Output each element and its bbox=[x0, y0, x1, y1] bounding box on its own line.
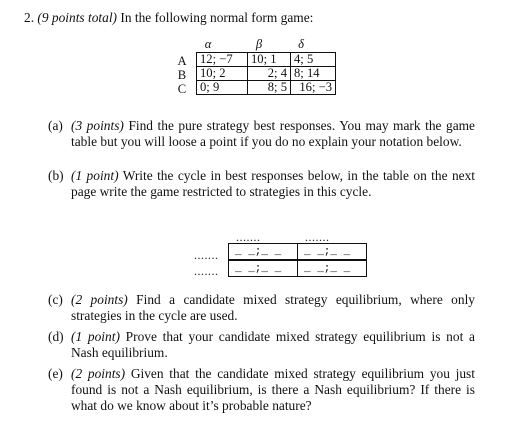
payoff-cell: 12; −7 bbox=[197, 53, 248, 67]
payoff-cell: 2; 4 bbox=[248, 67, 291, 81]
part-label: (a) bbox=[48, 118, 63, 133]
row-label-a: A bbox=[177, 54, 187, 68]
question-intro: In the following normal form game: bbox=[120, 10, 314, 25]
blank-cell-text: _ _;_ _ bbox=[304, 246, 351, 258]
col-label-delta: δ bbox=[298, 37, 304, 51]
row-label-c: C bbox=[177, 82, 187, 96]
part-body bbox=[71, 118, 475, 150]
payoff-row bbox=[197, 81, 336, 95]
part-body bbox=[71, 168, 475, 200]
part-e bbox=[48, 366, 478, 416]
part-text: Write the cycle in best responses below, in the table on the next page write the game restricted to strategies in this cycle. bbox=[71, 168, 475, 199]
part-label: (e) bbox=[48, 366, 63, 381]
part-points: (2 points) bbox=[71, 366, 126, 381]
payoff-cell: 10; 2 bbox=[197, 67, 248, 81]
part-label: (b) bbox=[48, 168, 64, 183]
payoff-row bbox=[197, 67, 336, 81]
part-text: Find a candidate mixed strategy equilibrium, where only strategies in the cycle are used. bbox=[71, 292, 475, 323]
col-blank-1: ....... bbox=[236, 230, 261, 244]
payoff-cell: 10; 1 bbox=[248, 53, 291, 67]
payoff-cell: 8; 14 bbox=[291, 67, 336, 81]
payoff-cell: 16; −3 bbox=[291, 81, 336, 95]
payoff-cell: 0; 9 bbox=[197, 81, 248, 95]
game-matrix bbox=[176, 36, 356, 106]
part-points: (2 points) bbox=[71, 292, 128, 307]
part-points: (3 points) bbox=[71, 118, 124, 133]
part-body bbox=[71, 366, 475, 414]
question-points: (9 points total) bbox=[37, 10, 118, 25]
part-points: (1 point) bbox=[71, 168, 119, 183]
part-text: Given that the candidate mixed strategy equilibrium you just found is not a Nash equilibrium, is there a Nash equilibrium? If there is what do we know about it’s probable nature? bbox=[71, 366, 475, 413]
col-label-beta: β bbox=[255, 37, 263, 51]
part-c bbox=[48, 292, 478, 326]
blank-cell-text: _ _;_ _ bbox=[235, 263, 282, 275]
col-label-alpha: α bbox=[204, 37, 212, 51]
row-blank-1: ....... bbox=[194, 248, 219, 262]
col-blank-2: ....... bbox=[305, 230, 330, 244]
part-d bbox=[48, 329, 478, 363]
part-a bbox=[48, 118, 478, 166]
row-label-b: B bbox=[177, 68, 187, 82]
part-body bbox=[71, 329, 475, 361]
payoff-cell: 8; 5 bbox=[248, 81, 291, 95]
part-text: Prove that your candidate mixed strategy equilibrium is not a Nash equilibrium. bbox=[71, 329, 475, 360]
blank-cell-text: _ _;_ _ bbox=[235, 246, 282, 258]
part-body bbox=[71, 292, 475, 324]
payoff-cell: 4; 5 bbox=[291, 53, 336, 67]
payoff-row bbox=[197, 53, 336, 67]
question-number: 2. bbox=[24, 10, 35, 25]
question-header bbox=[24, 10, 313, 26]
blank-game-table bbox=[192, 230, 372, 280]
part-label: (c) bbox=[48, 292, 63, 307]
part-b bbox=[48, 168, 478, 202]
row-blank-2: ....... bbox=[194, 264, 219, 278]
payoff-table bbox=[196, 52, 336, 95]
part-label: (d) bbox=[48, 329, 64, 344]
part-text: Find the pure strategy best responses. You may mark the game table but you will loose a point if you do no explain your notation below. bbox=[71, 118, 475, 149]
part-points: (1 point) bbox=[71, 329, 120, 344]
blank-cell-text: _ _;_ _ bbox=[304, 263, 351, 275]
